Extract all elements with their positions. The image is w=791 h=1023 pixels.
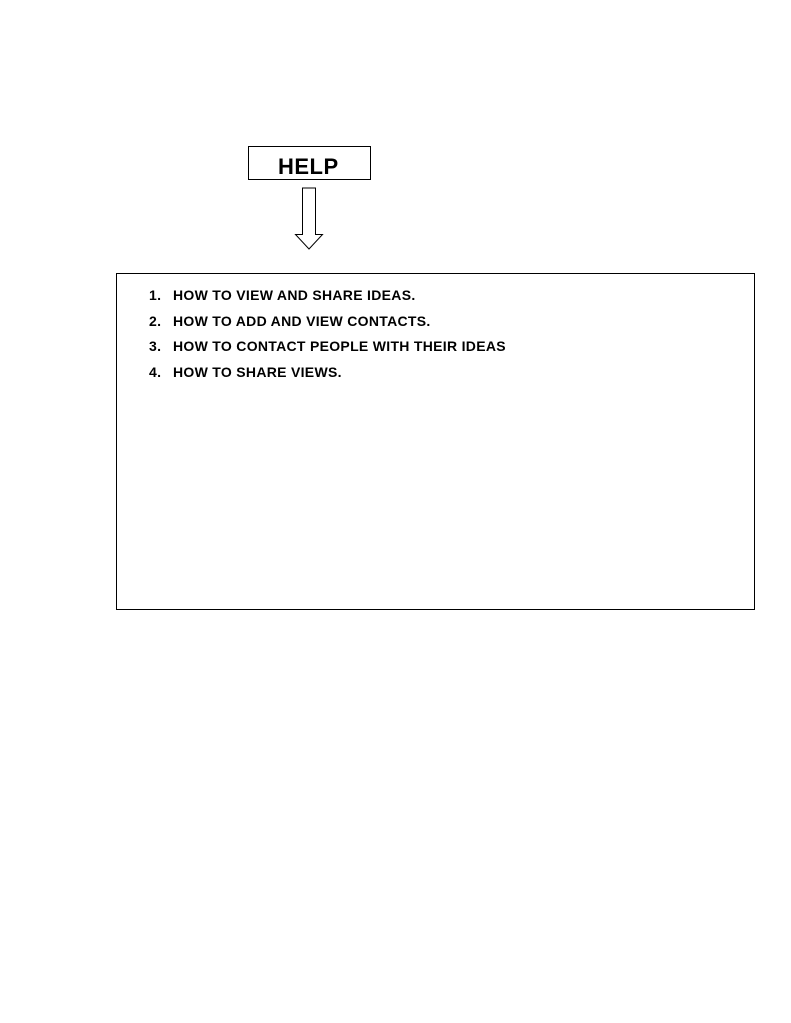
topic-number: 2.	[149, 312, 162, 329]
topic-label: HOW TO SHARE VIEWS.	[173, 363, 342, 380]
help-topic-item[interactable]	[149, 283, 506, 309]
topic-label: HOW TO VIEW AND SHARE IDEAS.	[173, 287, 416, 303]
topic-number: 4.	[149, 363, 162, 380]
help-topic-item[interactable]	[149, 360, 506, 386]
help-title: HELP	[278, 154, 339, 179]
help-topics-box	[116, 273, 755, 610]
topic-number: 3.	[149, 338, 162, 354]
topic-number: 1.	[149, 287, 162, 303]
help-topics-list	[149, 283, 506, 385]
topic-label: HOW TO ADD AND VIEW CONTACTS.	[173, 312, 431, 329]
help-heading-box	[248, 146, 371, 180]
topic-label: HOW TO CONTACT PEOPLE WITH THEIR IDEAS	[173, 338, 506, 354]
down-arrow-icon	[294, 187, 324, 251]
help-topic-item[interactable]	[149, 334, 506, 360]
help-topic-item[interactable]	[149, 309, 506, 335]
